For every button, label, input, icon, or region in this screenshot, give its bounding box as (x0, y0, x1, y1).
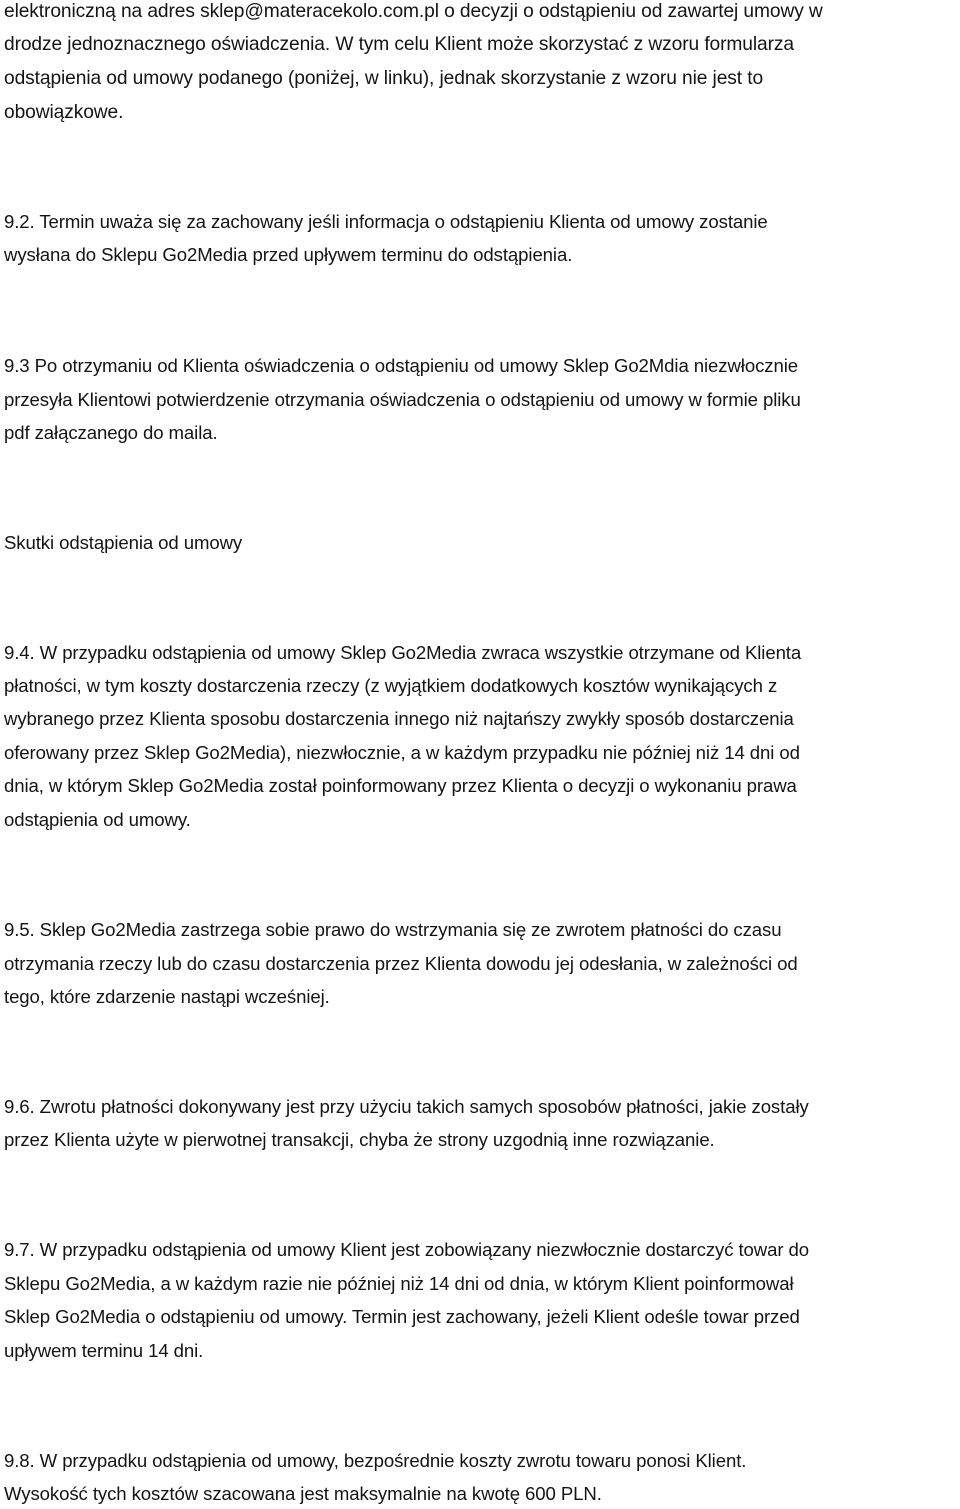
text-line: przez Klienta użyte w pierwotnej transakcji, chyba że strony uzgodnią inne rozwiązanie. (4, 1129, 715, 1150)
text-line: Wysokość tych kosztów szacowana jest maksymalnie na kwotę 600 PLN. (4, 1483, 602, 1504)
text-line: tego, które zdarzenie nastąpi wcześniej. (4, 986, 330, 1007)
text-line: 9.6. Zwrotu płatności dokonywany jest przy użyciu takich samych sposobów płatności, jakie zostały (4, 1096, 809, 1117)
text-line: pdf załączanego do maila. (4, 422, 218, 443)
text-line: elektroniczną na adres sklep@materacekolo.com.pl o decyzji o odstąpieniu od zawartej umowy w (4, 1, 823, 22)
text-line: odstąpienia od umowy. (4, 809, 191, 830)
text-line: 9.4. W przypadku odstąpienia od umowy Sklep Go2Media zwraca wszystkie otrzymane od Klienta (4, 642, 802, 663)
section-heading: Skutki odstąpienia od umowy (4, 532, 243, 553)
text-line: 9.3 Po otrzymaniu od Klienta oświadczenia o odstąpieniu od umowy Sklep Go2Mdia niezwłocznie (4, 355, 798, 376)
text-line: dnia, w którym Sklep Go2Media został poinformowany przez Klienta o decyzji o wykonaniu prawa (4, 775, 797, 796)
text-line: 9.5. Sklep Go2Media zastrzega sobie prawo do wstrzymania się ze zwrotem płatności do czasu (4, 919, 782, 940)
text-line: obowiązkowe. (4, 102, 124, 123)
text-line: 9.2. Termin uważa się za zachowany jeśli informacja o odstąpieniu Klienta od umowy zostanie (4, 211, 768, 232)
text-line: Sklepu Go2Media, a w każdym razie nie później niż 14 dni od dnia, w którym Klient poinformował (4, 1273, 794, 1294)
text-line: drodze jednoznacznego oświadczenia. W tym celu Klient może skorzystać z wzoru formularza (4, 34, 794, 55)
text-line: Sklep Go2Media o odstąpieniu od umowy. Termin jest zachowany, jeżeli Klient odeśle towar przed (4, 1306, 800, 1327)
text-line: przesyła Klientowi potwierdzenie otrzymania oświadczenia o odstąpieniu od umowy w formie pliku (4, 389, 801, 410)
text-line: 9.7. W przypadku odstąpienia od umowy Klient jest zobowiązany niezwłocznie dostarczyć towar do (4, 1239, 810, 1260)
text-line: wysłana do Sklepu Go2Media przed upływem terminu do odstąpienia. (4, 244, 573, 265)
text-line: oferowany przez Sklep Go2Media), niezwłocznie, a w każdym przypadku nie później niż 14 dni od (4, 742, 800, 763)
text-line: 9.8. W przypadku odstąpienia od umowy, bezpośrednie koszty zwrotu towaru ponosi Klient. (4, 1450, 747, 1471)
text-line: otrzymania rzeczy lub do czasu dostarczenia przez Klienta dowodu jej odesłania, w zależności od (4, 953, 798, 974)
text-line: płatności, w tym koszty dostarczenia rzeczy (z wyjątkiem dodatkowych kosztów wynikających z (4, 675, 778, 696)
text-line: wybranego przez Klienta sposobu dostarczenia innego niż najtańszy zwykły sposób dostarczenia (4, 708, 794, 729)
text-line: upływem terminu 14 dni. (4, 1340, 204, 1361)
text-line: odstąpienia od umowy podanego (poniżej, w linku), jednak skorzystanie z wzoru nie jest to (4, 68, 764, 89)
